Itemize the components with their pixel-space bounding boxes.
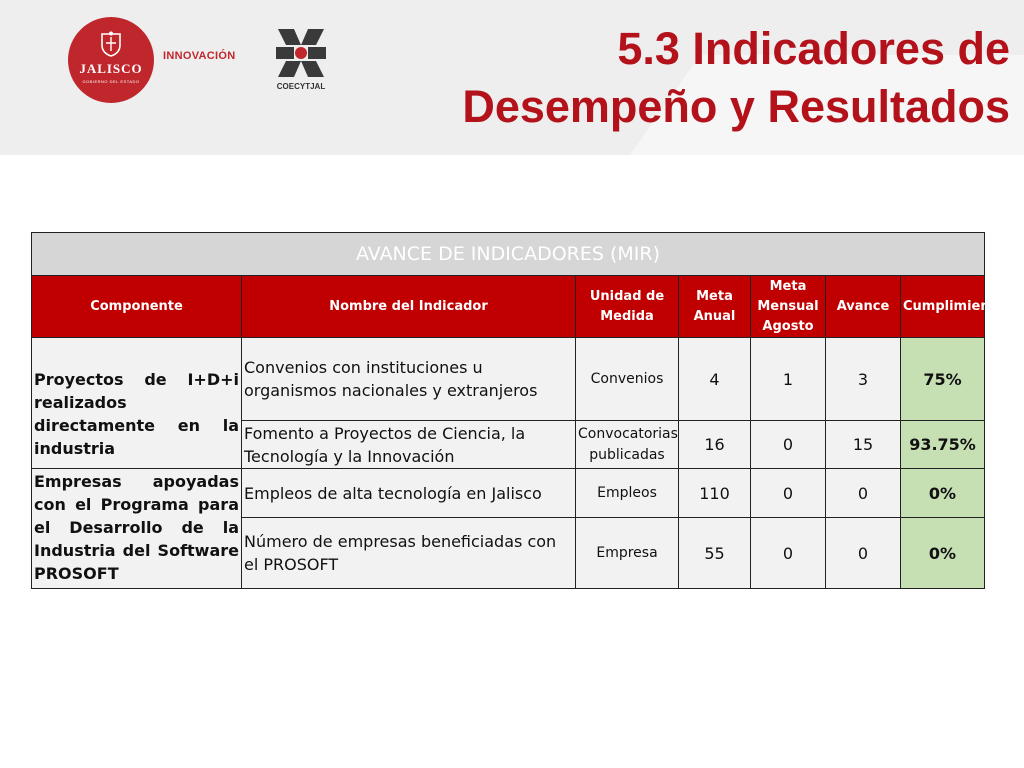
meta-mensual-cell: 0: [751, 518, 826, 589]
meta-anual-cell: 55: [679, 518, 751, 589]
componente-cell: Empresas apoyadas con el Programa para el Desarrollo de la Industria del Software PROSOFT: [32, 469, 242, 589]
indicator-name-cell: Fomento a Proyectos de Ciencia, la Tecnología y la Innovación: [242, 421, 576, 469]
table-row: [32, 469, 985, 518]
cumplimiento-cell: 0%: [901, 469, 985, 518]
unit-cell: Empleos: [576, 469, 679, 518]
unit-cell: Convocatorias publicadas: [576, 421, 679, 469]
column-header: Meta Anual: [679, 276, 751, 338]
cumplimiento-cell: 93.75%: [901, 421, 985, 469]
jalisco-logo: [68, 17, 154, 103]
meta-anual-cell: 110: [679, 469, 751, 518]
mir-indicators-table: [31, 232, 1005, 589]
page-title: 5.3 Indicadores de Desempeño y Resultados: [462, 23, 1010, 132]
column-header: Avance: [826, 276, 901, 338]
coecytjal-emblem-icon: [272, 25, 330, 81]
meta-mensual-cell: 1: [751, 338, 826, 421]
cumplimiento-cell: 0%: [901, 518, 985, 589]
meta-anual-cell: 4: [679, 338, 751, 421]
avance-cell: 15: [826, 421, 901, 469]
indicator-name-cell: Empleos de alta tecnología en Jalisco: [242, 469, 576, 518]
coecytjal-logo: [272, 25, 330, 95]
coecytjal-label: COECYTJAL: [276, 82, 326, 91]
meta-mensual-cell: 0: [751, 421, 826, 469]
innovacion-label: INNOVACIÓN: [163, 50, 236, 62]
componente-cell: Proyectos de I+D+i realizados directamente en la industria: [32, 338, 242, 469]
column-header: Unidad de Medida: [576, 276, 679, 338]
table-title: AVANCE DE INDICADORES (MIR): [32, 233, 985, 276]
indicator-name-cell: Convenios con instituciones u organismos nacionales y extranjeros: [242, 338, 576, 421]
cumplimiento-cell: 75%: [901, 338, 985, 421]
unit-cell: Empresa: [576, 518, 679, 589]
header-band: [0, 0, 1024, 155]
avance-cell: 3: [826, 338, 901, 421]
meta-anual-cell: 16: [679, 421, 751, 469]
jalisco-logo-subtext: GOBIERNO DEL ESTADO: [82, 79, 140, 84]
table-title-row: [32, 233, 985, 276]
column-header: Nombre del Indicador: [242, 276, 576, 338]
avance-cell: 0: [826, 518, 901, 589]
jalisco-logo-text: JALISCO: [79, 61, 143, 76]
meta-mensual-cell: 0: [751, 469, 826, 518]
avance-cell: 0: [826, 469, 901, 518]
coat-of-arms-icon: [100, 31, 122, 57]
unit-cell: Convenios: [576, 338, 679, 421]
column-header: Componente: [32, 276, 242, 338]
column-header: Meta Mensual Agosto: [751, 276, 826, 338]
indicator-name-cell: Número de empresas beneficiadas con el PROSOFT: [242, 518, 576, 589]
table-row: [32, 338, 985, 421]
table-header-row: [32, 276, 985, 338]
column-header: Cumplimiento: [901, 276, 985, 338]
